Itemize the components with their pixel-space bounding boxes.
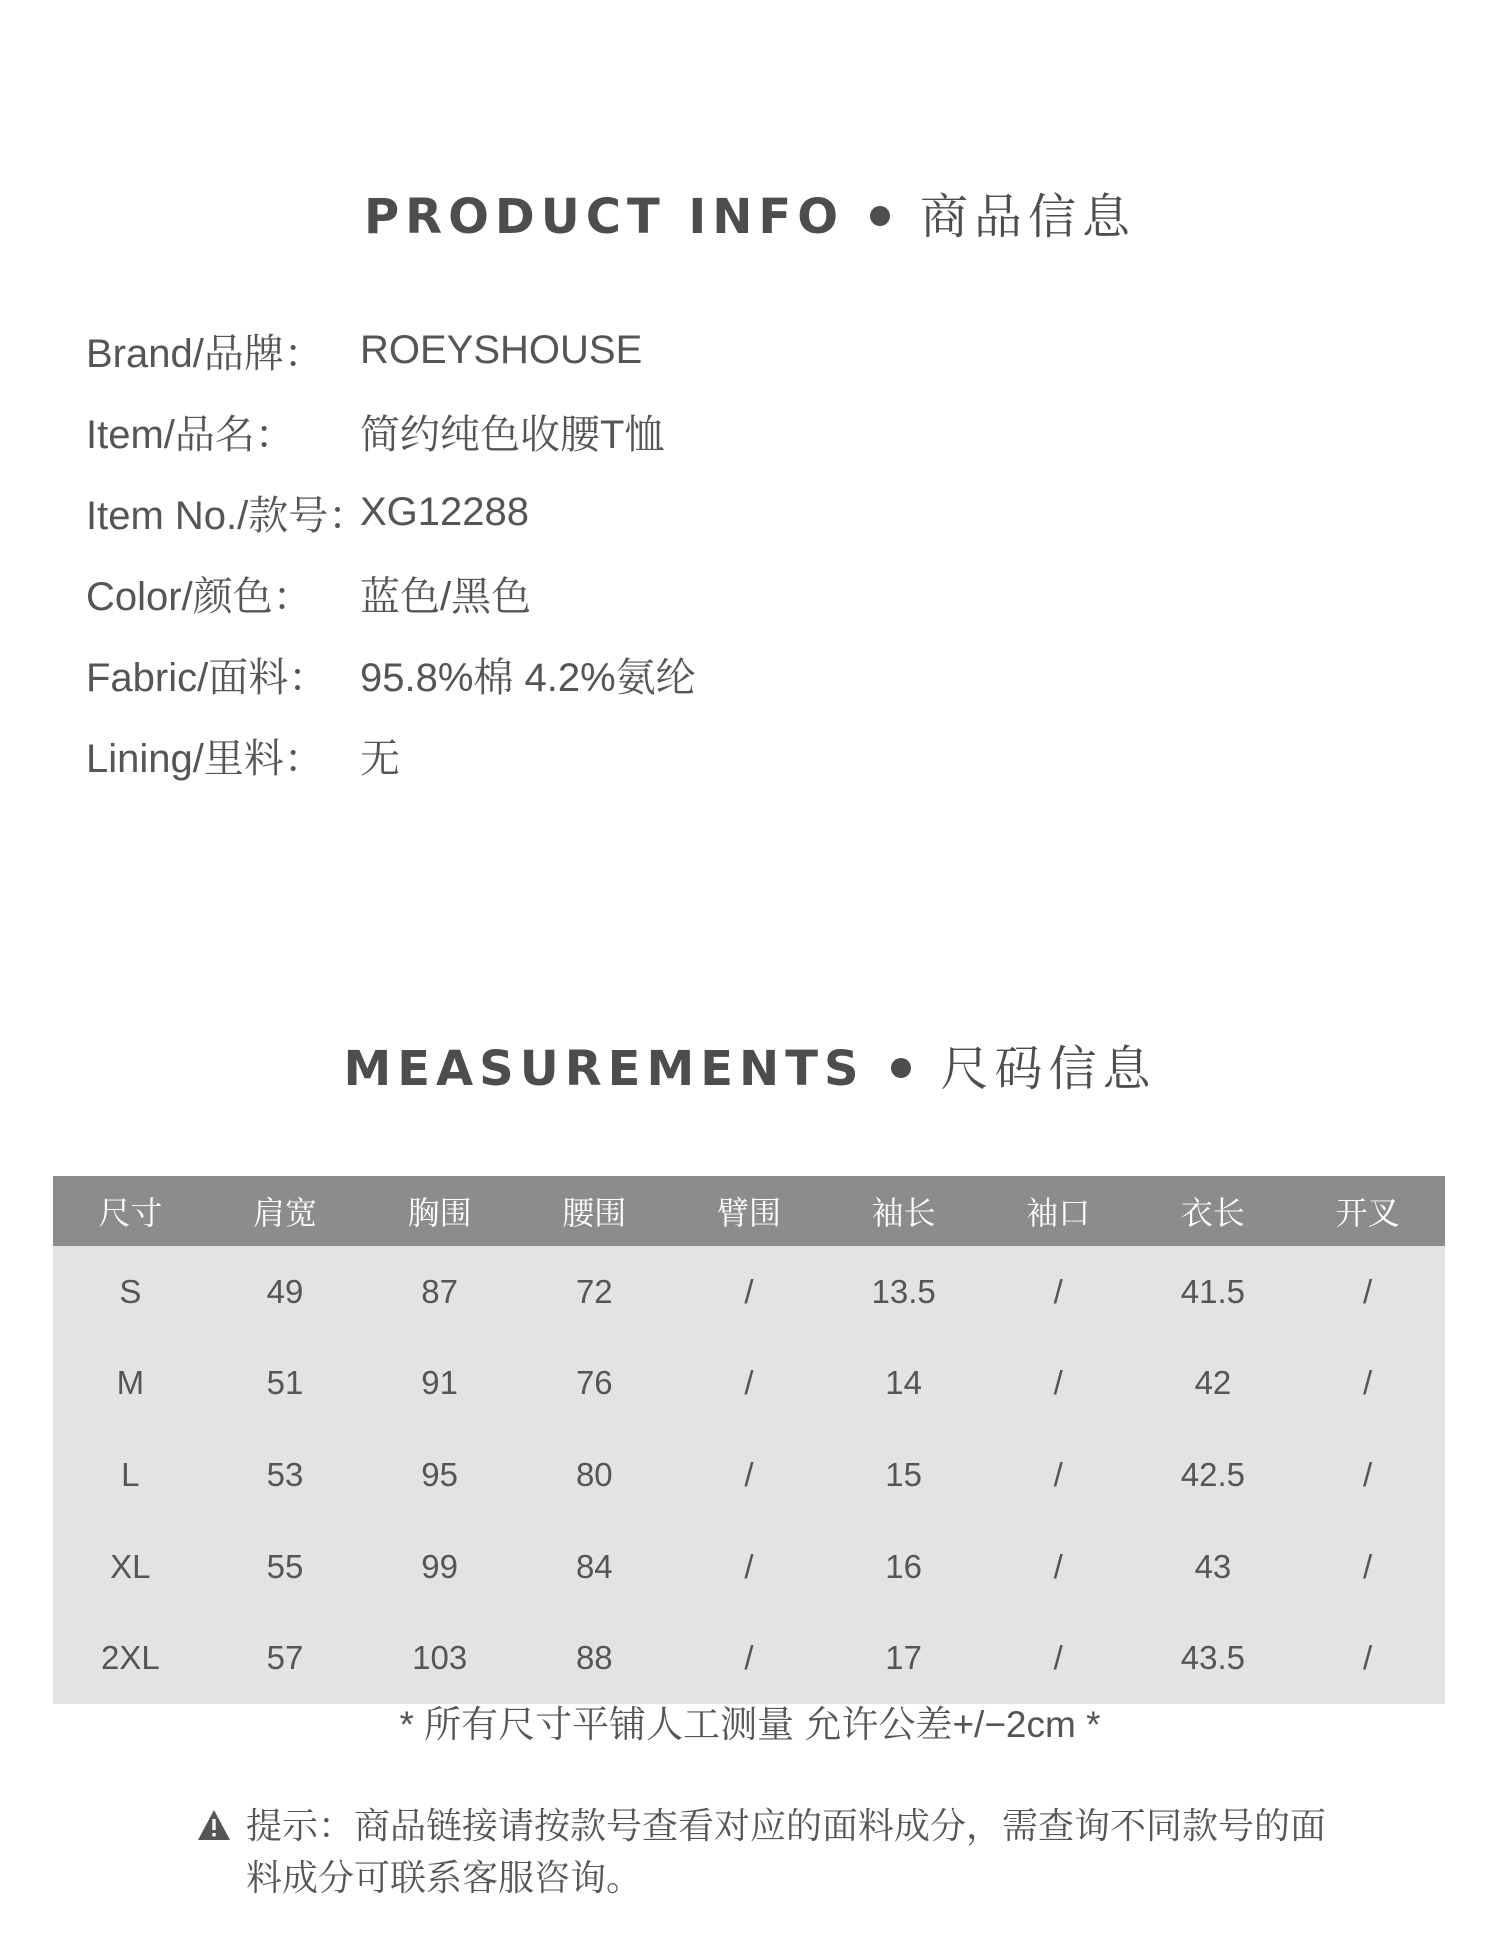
table-cell: 76: [517, 1338, 672, 1430]
table-cell: 99: [362, 1521, 517, 1613]
bullet-dot-icon: [891, 1058, 911, 1078]
info-row-lining: [86, 715, 696, 796]
table-cell: 49: [208, 1246, 363, 1338]
header-slit: 开叉: [1290, 1176, 1445, 1246]
info-row-brand: [86, 310, 696, 391]
info-value: 蓝色/黑色: [360, 575, 532, 619]
table-cell: /: [1290, 1246, 1445, 1338]
table-cell: 72: [517, 1246, 672, 1338]
warning-icon: [196, 1808, 232, 1842]
info-row-fabric: [86, 634, 696, 715]
info-row-item-no: [86, 472, 696, 553]
size-table: [53, 1176, 1445, 1704]
info-label: Brand/品牌：: [86, 332, 324, 376]
table-cell: /: [1290, 1521, 1445, 1613]
table-cell: /: [672, 1338, 827, 1430]
table-cell: /: [672, 1612, 827, 1704]
table-cell: M: [53, 1338, 208, 1430]
measurements-title: [0, 1030, 1500, 1099]
info-row-color: [86, 553, 696, 634]
table-cell: /: [981, 1429, 1136, 1521]
table-cell: 16: [826, 1521, 981, 1613]
info-label: Color/颜色：: [86, 575, 313, 619]
info-value: 无: [360, 737, 400, 781]
table-row: [53, 1429, 1445, 1521]
product-info-title: [0, 178, 1500, 247]
info-label: Fabric/面料：: [86, 656, 329, 700]
info-value: XG12288: [360, 490, 530, 534]
table-cell: /: [981, 1338, 1136, 1430]
header-arm: 臂围: [672, 1176, 827, 1246]
table-cell: 55: [208, 1521, 363, 1613]
info-label: Item/品名：: [86, 413, 295, 457]
table-cell: 88: [517, 1612, 672, 1704]
table-row: [53, 1246, 1445, 1338]
tip-text: 提示：商品链接请按款号查看对应的面料成分，需查询不同款号的面料成分可联系客服咨询。: [246, 1805, 1327, 1898]
table-cell: 103: [362, 1612, 517, 1704]
table-cell: 51: [208, 1338, 363, 1430]
tip-box: [196, 1800, 1326, 1904]
table-cell: 91: [362, 1338, 517, 1430]
table-cell: 17: [826, 1612, 981, 1704]
info-row-item: [86, 391, 696, 472]
product-info-title-zh: 商品信息: [920, 189, 1137, 245]
table-cell: S: [53, 1246, 208, 1338]
table-header-row: [53, 1176, 1445, 1246]
table-cell: 41.5: [1136, 1246, 1291, 1338]
table-cell: /: [981, 1612, 1136, 1704]
table-cell: 2XL: [53, 1612, 208, 1704]
header-cuff: 袖口: [981, 1176, 1136, 1246]
header-size: 尺寸: [53, 1176, 208, 1246]
table-cell: 42.5: [1136, 1429, 1291, 1521]
table-cell: 43.5: [1136, 1612, 1291, 1704]
table-row: [53, 1521, 1445, 1613]
info-value: 简约纯色收腰T恤: [360, 413, 665, 457]
header-length: 衣长: [1136, 1176, 1291, 1246]
info-label: Lining/里料：: [86, 737, 324, 781]
table-cell: /: [672, 1246, 827, 1338]
header-sleeve-length: 袖长: [826, 1176, 981, 1246]
table-cell: /: [672, 1521, 827, 1613]
table-cell: 53: [208, 1429, 363, 1521]
table-cell: 15: [826, 1429, 981, 1521]
table-cell: /: [1290, 1429, 1445, 1521]
table-cell: /: [981, 1521, 1136, 1613]
bullet-dot-icon: [870, 206, 890, 226]
table-row: [53, 1338, 1445, 1430]
table-cell: 14: [826, 1338, 981, 1430]
table-cell: /: [981, 1246, 1136, 1338]
table-cell: 43: [1136, 1521, 1291, 1613]
table-cell: 80: [517, 1429, 672, 1521]
info-label: Item No./款号：: [86, 494, 369, 538]
product-info-title-en: PRODUCT INFO: [363, 189, 845, 245]
table-cell: 87: [362, 1246, 517, 1338]
table-cell: L: [53, 1429, 208, 1521]
info-value: 95.8%棉 4.2%氨纶: [360, 656, 696, 700]
measurement-note: * 所有尺寸平铺人工测量 允许公差+/−2cm *: [399, 1704, 1101, 1745]
table-cell: /: [1290, 1338, 1445, 1430]
table-row: [53, 1612, 1445, 1704]
table-cell: 84: [517, 1521, 672, 1613]
table-cell: 95: [362, 1429, 517, 1521]
header-waist: 腰围: [517, 1176, 672, 1246]
info-value: ROEYSHOUSE: [360, 328, 643, 372]
table-cell: 13.5: [826, 1246, 981, 1338]
table-cell: /: [1290, 1612, 1445, 1704]
measurements-title-en: MEASUREMENTS: [343, 1041, 865, 1097]
product-info-list: [86, 310, 696, 796]
measurements-title-zh: 尺码信息: [940, 1041, 1157, 1097]
table-cell: XL: [53, 1521, 208, 1613]
header-chest: 胸围: [362, 1176, 517, 1246]
table-cell: 57: [208, 1612, 363, 1704]
header-shoulder: 肩宽: [208, 1176, 363, 1246]
table-cell: /: [672, 1429, 827, 1521]
table-cell: 42: [1136, 1338, 1291, 1430]
